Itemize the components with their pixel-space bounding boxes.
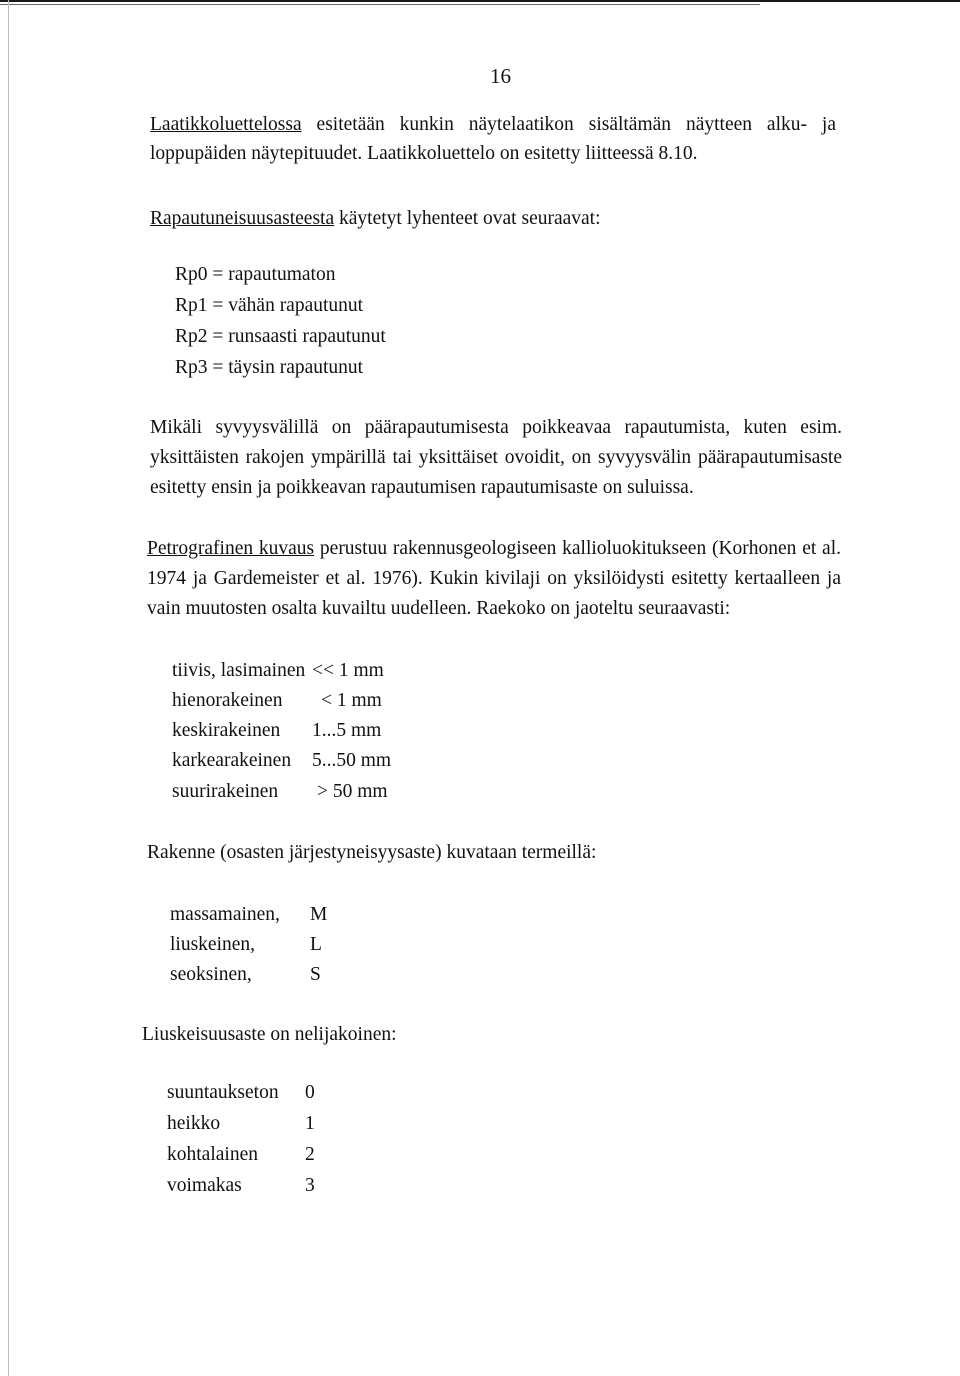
scan-left-edge-line	[8, 0, 9, 1376]
list-item-rp2: Rp2 = runsaasti rapautunut	[175, 326, 386, 347]
paragraph-structure-intro: Rakenne (osasten järjestyneisyysaste) kuvataan termeillä:	[147, 842, 597, 863]
structure-term: seoksinen,	[170, 964, 252, 985]
grain-size-term: hienorakeinen	[172, 690, 283, 711]
structure-code: L	[310, 934, 322, 955]
structure-code: S	[310, 964, 321, 985]
list-item-rp0: Rp0 = rapautumaton	[175, 264, 336, 285]
term-petrografinen-kuvaus: Petrografinen kuvaus	[147, 538, 315, 559]
schistosity-value: 3	[305, 1175, 315, 1196]
page-number: 16	[490, 64, 511, 88]
paragraph-weathering-deviation: Mikäli syvyysvälillä on päärapautumisesta poikkeavaa rapautumista, kuten esim. yksittäisten rakojen ympärillä tai yksittäiset ovoidit, on syvyysvälin päärapautumisaste esitetty ensin ja poikkeavan rapautumisen rapautumisaste on suluissa.	[150, 417, 842, 498]
paragraph-box-list	[150, 110, 836, 168]
grain-size-value: > 50 mm	[317, 781, 388, 802]
schistosity-term: voimakas	[167, 1175, 242, 1196]
grain-size-value: 1...5 mm	[312, 720, 382, 741]
structure-code: M	[310, 904, 328, 925]
scan-top-edge-line-faint	[0, 4, 760, 5]
list-item-rp1: Rp1 = vähän rapautunut	[175, 295, 364, 316]
schistosity-value: 0	[305, 1082, 315, 1103]
schistosity-term: kohtalainen	[167, 1144, 258, 1165]
grain-size-value: << 1 mm	[312, 660, 384, 681]
grain-size-term: tiivis, lasimainen	[172, 660, 306, 681]
grain-size-value: < 1 mm	[321, 690, 382, 711]
schistosity-value: 2	[305, 1144, 315, 1165]
schistosity-term: suuntaukseton	[167, 1082, 279, 1103]
grain-size-term: karkearakeinen	[172, 750, 292, 771]
paragraph-weathering-intro	[150, 204, 836, 233]
schistosity-term: heikko	[167, 1113, 221, 1134]
paragraph-box-list-text: esitetään kunkin näytelaatikon sisältämän näytteen alku- ja loppupäiden näytepituudet. Laatikkoluettelo on esitetty liitteessä 8.10.	[150, 114, 836, 164]
structure-term: liuskeinen,	[170, 934, 256, 955]
term-laatikkoluettelo: Laatikkoluettelossa	[150, 114, 302, 135]
paragraph-petrography-text: perustuu rakennusgeologiseen kallioluokitukseen (Korhonen et al. 1974 ja Gardemeister et al. 1976). Kukin kivilaji on yksilöidysti esitetty kertaalleen ja vain muutosten osalta kuvailtu uudelleen. Raekoko on jaoteltu seuraavasti:	[147, 538, 841, 619]
term-rapautuneisuusaste: Rapautuneisuusasteesta	[150, 208, 335, 229]
paragraph-schistosity-intro: Liuskeisuusaste on nelijakoinen:	[142, 1024, 397, 1045]
list-item-rp3: Rp3 = täysin rapautunut	[175, 357, 364, 378]
schistosity-value: 1	[305, 1113, 315, 1134]
paragraph-petrography	[147, 534, 841, 624]
scan-top-edge-line	[0, 0, 960, 2]
structure-term: massamainen,	[170, 904, 280, 925]
paragraph-weathering-intro-text: käytetyt lyhenteet ovat seuraavat:	[334, 208, 601, 229]
grain-size-term: suurirakeinen	[172, 781, 279, 802]
grain-size-term: keskirakeinen	[172, 720, 281, 741]
grain-size-value: 5...50 mm	[312, 750, 392, 771]
